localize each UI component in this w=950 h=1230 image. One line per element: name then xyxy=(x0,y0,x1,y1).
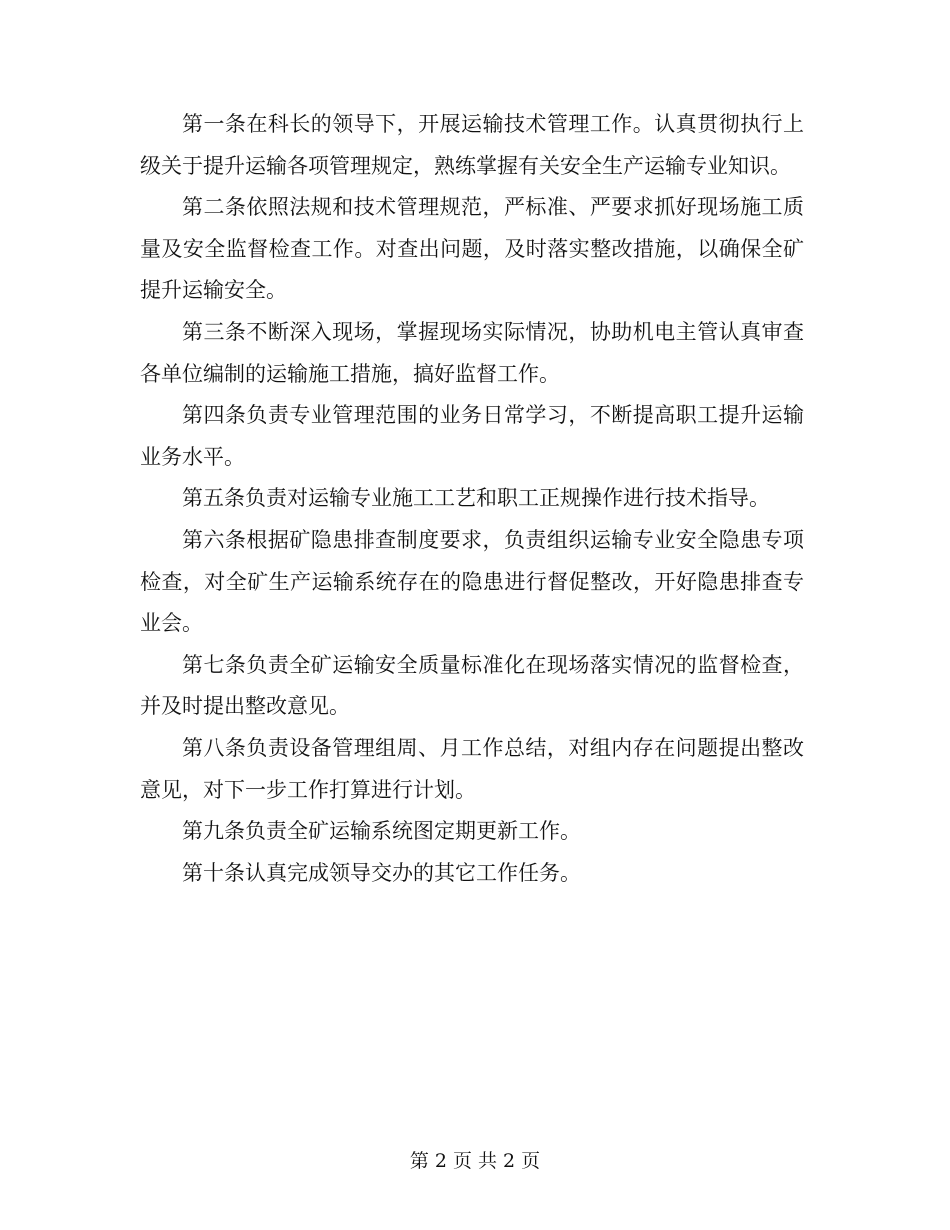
article-9: 第九条负责全矿运输系统图定期更新工作。 xyxy=(182,819,581,844)
article-4: 第四条负责专业管理范围的业务日常学习，不断提高职工提升运输业务水平。 xyxy=(140,403,804,469)
article-7: 第七条负责全矿运输安全质量标准化在现场落实情况的监督检查，并及时提出整改意见。 xyxy=(140,652,804,719)
article-10: 第十条认真完成领导交办的其它工作任务。 xyxy=(182,860,581,885)
document-body xyxy=(140,104,804,894)
article-5: 第五条负责对运输专业施工工艺和职工正规操作进行技术指导。 xyxy=(182,486,770,511)
article-1: 第一条在科长的领导下，开展运输技术管理工作。认真贯彻执行上级关于提升运输各项管理规定，熟练掌握有关安全生产运输专业知识。 xyxy=(140,112,804,178)
article-8: 第八条负责设备管理组周、月工作总结，对组内存在问题提出整改意见，对下一步工作打算进行计划。 xyxy=(140,735,804,802)
article-3: 第三条不断深入现场，掌握现场实际情况，协助机电主管认真审查各单位编制的运输施工措施，搞好监督工作。 xyxy=(140,319,804,386)
article-2: 第二条依照法规和技术管理规范，严标准、严要求抓好现场施工质量及安全监督检查工作。对查出问题，及时落实整改措施，以确保全矿提升运输安全。 xyxy=(140,195,804,303)
page-footer: 第 2 页 共 2 页 xyxy=(409,1150,541,1172)
article-6: 第六条根据矿隐患排查制度要求，负责组织运输专业安全隐患专项检查，对全矿生产运输系统存在的隐患进行督促整改，开好隐患排查专业会。 xyxy=(140,527,804,636)
